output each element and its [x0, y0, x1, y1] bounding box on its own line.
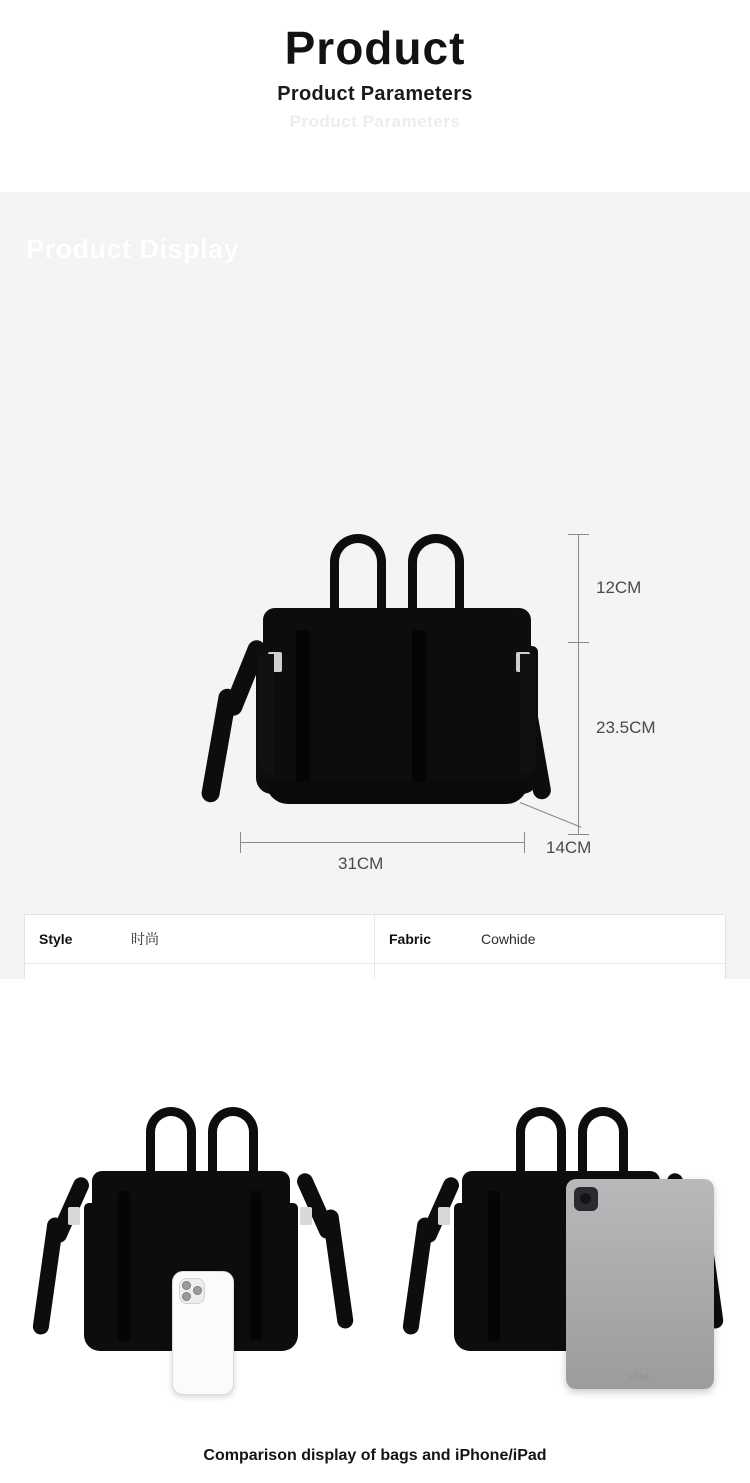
camera-lens-icon [182, 1281, 191, 1290]
camera-lens-icon [193, 1286, 202, 1295]
spec-value-style: 时尚 [131, 930, 159, 947]
product-display-heading [26, 234, 239, 265]
camera-lens-icon [580, 1193, 591, 1204]
tablet-logo-label: iPad [629, 1372, 650, 1381]
page-subtitle-ghost: Product Parameters [289, 111, 461, 131]
page-title: Product [284, 22, 466, 74]
comparison-section [0, 979, 750, 1483]
product-display-section [0, 192, 750, 979]
bag-front-strap-right [412, 630, 426, 782]
dim-width-line [240, 842, 524, 843]
ipad-mock [566, 1179, 714, 1389]
tablet-camera-module [574, 1187, 598, 1211]
product-bag-illustration [0, 512, 750, 892]
product-display-heading-text: Product Display [26, 234, 240, 264]
dim-tick-bottom [568, 834, 589, 835]
bag-front-strap-right [250, 1191, 262, 1341]
bag-side-flap-right [520, 654, 536, 774]
dim-label-depth: 14CM [546, 838, 592, 857]
bag-buckle-left [438, 1207, 450, 1225]
dim-width-tick-left [240, 832, 241, 853]
dim-tick-top [568, 534, 589, 535]
table-row [25, 915, 725, 964]
dim-label-body-height: 23.5CM [596, 718, 656, 737]
dim-depth-line [520, 802, 582, 828]
bag-buckle-left [68, 1207, 80, 1225]
dim-label-width: 31CM [338, 854, 384, 873]
iphone-mock [172, 1271, 234, 1395]
dim-label-top-height: 12CM [596, 578, 642, 597]
spec-key-fabric: Fabric [389, 930, 432, 947]
bag-front-strap-left [296, 630, 310, 782]
camera-lens-icon [182, 1292, 191, 1301]
dim-width-tick-right [524, 832, 525, 853]
spec-cell-style [25, 915, 375, 963]
bag-front-strap-left [488, 1191, 500, 1341]
spec-cell-fabric [375, 915, 725, 963]
bag-shoulder-strap-right-upper [294, 1171, 337, 1241]
phone-camera-module [179, 1278, 205, 1304]
bag-buckle-right [300, 1207, 312, 1225]
dim-vertical-line [578, 534, 579, 834]
dim-tick-mid [568, 642, 589, 643]
bag-front-strap-left [118, 1191, 130, 1341]
spec-key-style: Style [39, 930, 73, 947]
page-header [0, 0, 750, 192]
comparison-caption: Comparison display of bags and iPhone/iPad [203, 1447, 547, 1464]
spec-value-fabric: Cowhide [481, 930, 536, 947]
bag-side-flap-left [258, 654, 274, 774]
bag-bottom-bevel [266, 780, 528, 804]
page-subtitle: Product Parameters [277, 82, 473, 105]
